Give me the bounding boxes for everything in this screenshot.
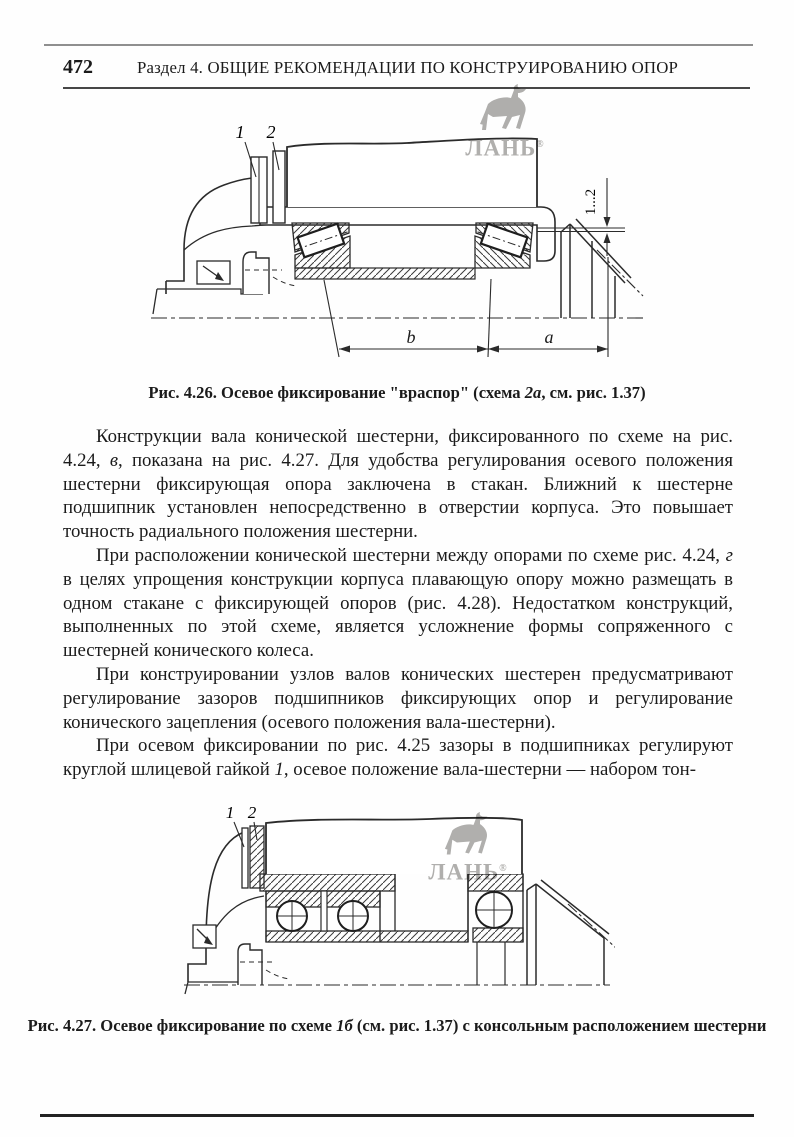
fig426-dim-b-label: b bbox=[406, 327, 416, 347]
fig427-drawing bbox=[180, 792, 615, 997]
bevel-gear bbox=[561, 219, 643, 318]
watermark-text: ЛАНЬ® bbox=[465, 135, 545, 161]
body-text bbox=[63, 425, 733, 782]
tapered-bearing-left bbox=[291, 221, 351, 268]
section-arrow-box bbox=[193, 925, 216, 948]
shaft-sleeve bbox=[295, 268, 475, 279]
ball-bearings-left bbox=[266, 891, 468, 942]
fig427-part2-label: 2 bbox=[247, 803, 257, 822]
body-paragraph-1: Конструкции вала конической шестерни, фиксированного по схеме на рис. 4.24, в, показана на рис. 4.27. Для удобства регулирования осевого положения шестерни фиксирующая опора заключена в стакан. Ближний к шестерне подшипник установлен непосредственно в отверстии корпуса. Это повышает точность радиального положения шестерни. bbox=[63, 426, 733, 543]
page-number: 472 bbox=[63, 56, 93, 78]
bottom-rule bbox=[40, 1114, 754, 1117]
fig426-part1-label: 1 bbox=[235, 122, 245, 142]
clamp-plates bbox=[242, 826, 264, 888]
body-paragraph-4: При осевом фиксировании по рис. 4.25 зазоры в подшипниках регулируют круглой шлицевой гайкой 1, осевое положение вала-шестерни — набором тон- bbox=[63, 735, 733, 781]
section-title: Раздел 4. ОБЩИЕ РЕКОМЕНДАЦИИ ПО КОНСТРУИРОВАНИЮ ОПОР bbox=[137, 58, 679, 77]
fig426-dim-a-label: a bbox=[544, 327, 554, 347]
bearing-cup bbox=[260, 874, 395, 891]
tapered-bearing-right bbox=[474, 221, 534, 268]
fig426-part2-label: 2 bbox=[266, 122, 276, 142]
top-rule bbox=[44, 44, 753, 46]
lock-nut bbox=[238, 944, 290, 985]
ball-bearing-right bbox=[468, 874, 523, 985]
fig426-gap-label: 1...2 bbox=[583, 188, 599, 216]
fig427-part1-label: 1 bbox=[225, 803, 235, 822]
fig426-drawing bbox=[145, 100, 655, 362]
page-header bbox=[63, 56, 753, 79]
figure-4-26-caption: Рис. 4.26. Осевое фиксирование "враспор" (схема 2а, см. рис. 1.37) bbox=[148, 383, 646, 402]
figure-4-27 bbox=[180, 792, 615, 997]
gear-blank bbox=[287, 138, 537, 207]
lock-nut bbox=[243, 252, 297, 294]
header-rule bbox=[63, 87, 750, 89]
body-paragraph-3: При конструировании узлов валов конических шестерен предусматривают регулирование зазоров подшипников фиксирующих опор и регулирование конического зацепления (осевого положения вала-шестерни). bbox=[63, 663, 733, 733]
figure-4-27-caption: Рис. 4.27. Осевое фиксирование по схеме 1б (см. рис. 1.37) с консольным расположением шестерни bbox=[27, 1016, 767, 1035]
bevel-gear bbox=[527, 880, 615, 985]
section-arrow-box bbox=[197, 261, 230, 284]
middle-spacer bbox=[395, 874, 468, 931]
body-paragraph-2: При расположении конической шестерни между опорами по схеме рис. 4.24, г в целях упрощения конструкции корпуса плавающую опору можно размещать в одном стакане с фиксирующей опоров (рис. 4.28). Недостатком конструкций, выполненных по этой схеме, является усложнение формы сопряженного с шестерней конического колеса. bbox=[63, 544, 733, 662]
watermark-text: ЛАНЬ® bbox=[428, 859, 508, 885]
figure-4-26 bbox=[145, 100, 655, 362]
gear-blank bbox=[266, 818, 522, 874]
